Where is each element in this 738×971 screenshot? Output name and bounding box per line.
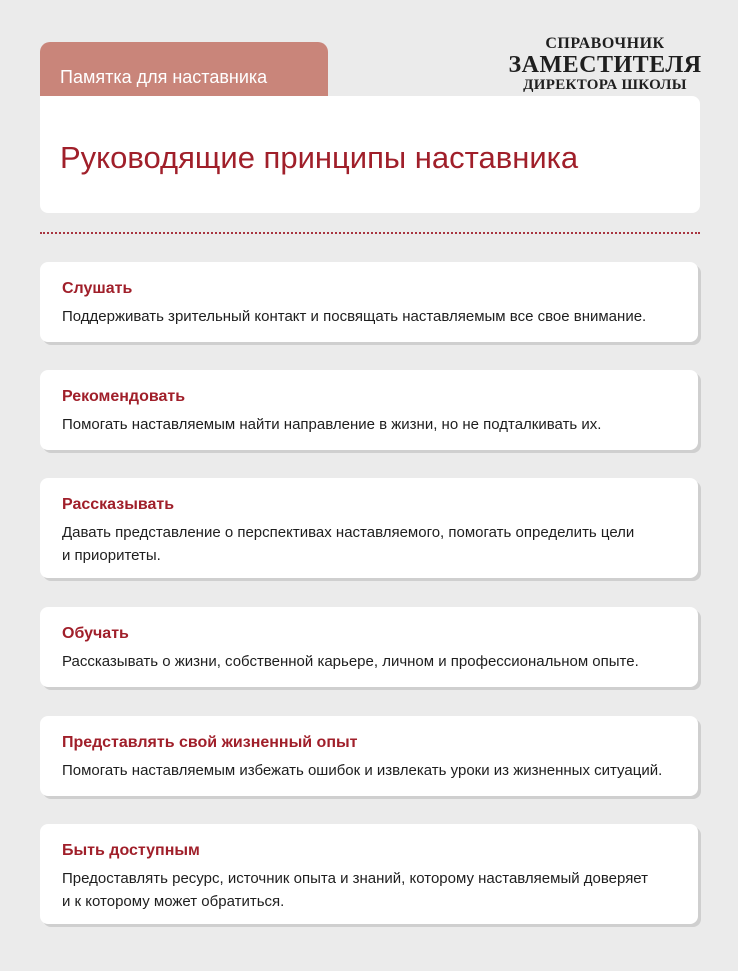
title-card xyxy=(40,96,700,213)
principle-card-teach xyxy=(40,607,698,687)
publication-logo xyxy=(500,36,710,93)
principle-card-listen xyxy=(40,262,698,342)
principle-text: Давать представление о перспективах наставляемого, помогать определить цели и приоритеты. xyxy=(62,524,635,564)
principle-card-recommend xyxy=(40,370,698,450)
logo-line-2: ЗАМЕСТИТЕЛЯ xyxy=(508,52,702,78)
principle-card-tell xyxy=(40,478,698,578)
logo-line-3: ДИРЕКТОРА ШКОЛЫ xyxy=(523,77,687,93)
dotted-divider xyxy=(40,232,700,234)
memo-tab-label: Памятка для наставника xyxy=(60,67,268,87)
principle-text: Рассказывать о жизни, собственной карьере, личном и профессиональном опыте. xyxy=(62,653,639,670)
principle-card-be-available xyxy=(40,824,698,924)
principle-text: Помогать наставляемым найти направление в жизни, но не подталкивать их. xyxy=(62,416,602,433)
logo-line-1: СПРАВОЧНИК xyxy=(545,35,665,52)
principle-title: Представлять свой жизненный опыт xyxy=(62,734,358,751)
principle-title: Рекомендовать xyxy=(62,388,186,405)
memo-tab xyxy=(40,42,328,96)
principle-title: Рассказывать xyxy=(62,496,175,513)
principle-title: Слушать xyxy=(62,280,133,297)
principle-title: Обучать xyxy=(62,625,129,642)
principle-text: Поддерживать зрительный контакт и посвящать наставляемым все свое внимание. xyxy=(62,308,647,325)
page-title: Руководящие принципы наставника xyxy=(60,140,579,175)
principle-text: Предоставлять ресурс, источник опыта и знаний, которому наставляемый доверяет и к которому может обратиться. xyxy=(62,870,649,910)
principle-title: Быть доступным xyxy=(62,842,200,859)
principle-text: Помогать наставляемым избежать ошибок и извлекать уроки из жизненных ситуаций. xyxy=(62,762,663,779)
principle-card-share-experience xyxy=(40,716,698,796)
